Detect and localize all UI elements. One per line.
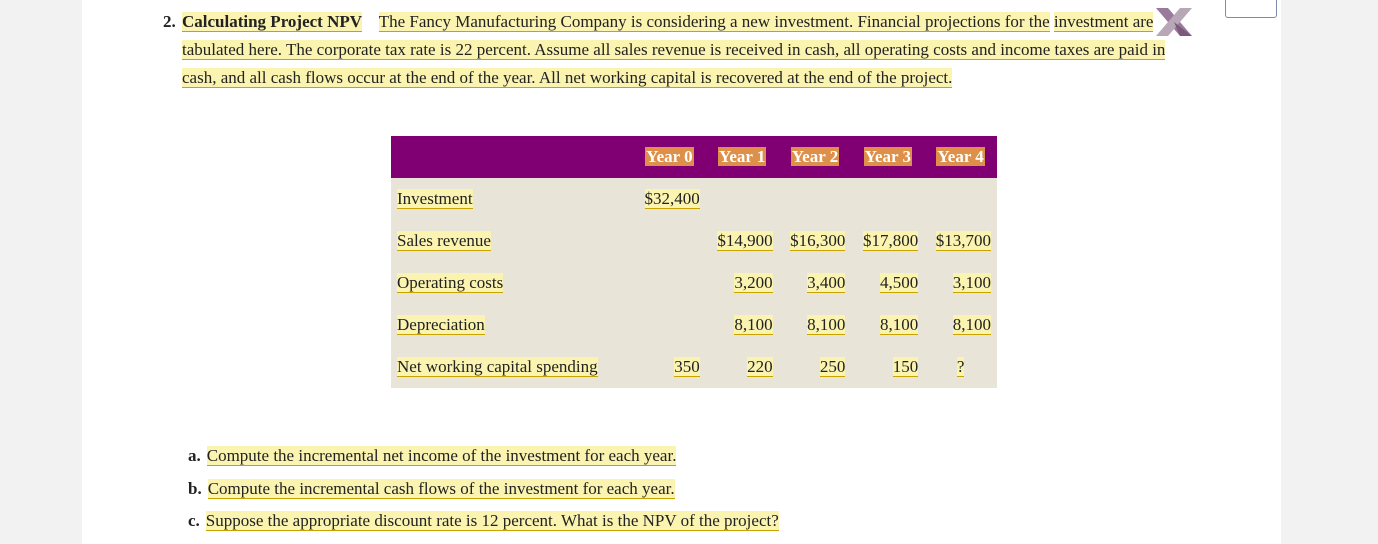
question-text: Compute the incremental cash flows of the investment for each year. — [207, 478, 675, 498]
row-label: Investment — [397, 189, 473, 208]
header-empty — [391, 136, 633, 178]
question-letter: b. — [188, 478, 202, 498]
table-row — [391, 346, 997, 388]
cell: 3,200 — [734, 273, 773, 292]
document-page — [82, 0, 1281, 544]
table-row — [391, 178, 997, 220]
question-b — [188, 473, 779, 506]
header-year-4: Year 4 — [937, 147, 984, 166]
question-letter: c. — [188, 511, 200, 530]
cell: 8,100 — [807, 315, 846, 334]
cell — [779, 178, 852, 220]
cell: 8,100 — [952, 315, 991, 334]
question-text: Suppose the appropriate discount rate is 12 percent. What is the NPV of the project? — [205, 511, 779, 530]
cell: 150 — [892, 357, 919, 376]
problem-title: Calculating Project NPV — [182, 12, 363, 31]
row-label: Operating costs — [397, 273, 504, 292]
cell: ? — [956, 357, 965, 376]
cell: 3,400 — [807, 273, 846, 292]
header-year-2: Year 2 — [791, 147, 839, 166]
cell: $16,300 — [790, 231, 846, 250]
problem-body-line1: The Fancy Manufacturing Company is considering a new investment. Financial projections for the — [378, 12, 1050, 31]
problem-number: 2. — [163, 12, 176, 31]
problem-statement — [163, 8, 1193, 92]
cell — [706, 178, 779, 220]
table-row — [391, 304, 997, 346]
cell: 250 — [819, 357, 846, 376]
question-c — [188, 505, 779, 538]
question-list — [188, 440, 779, 538]
cell: 220 — [747, 357, 773, 376]
question-letter: a. — [188, 446, 201, 465]
financial-projections-table — [391, 136, 997, 388]
cell: 4,500 — [879, 273, 919, 292]
table-row — [391, 220, 997, 262]
question-a — [188, 440, 779, 473]
table-row — [391, 262, 997, 304]
cell — [851, 178, 924, 220]
cell: 350 — [674, 357, 700, 376]
cell — [633, 262, 706, 304]
cell: $32,400 — [644, 189, 700, 208]
header-year-3: Year 3 — [864, 147, 911, 166]
table-header-row — [391, 136, 997, 178]
row-label: Depreciation — [397, 315, 485, 334]
cell: $17,800 — [862, 231, 919, 250]
cell — [633, 220, 706, 262]
cell: 8,100 — [734, 315, 773, 334]
cell: 3,100 — [952, 273, 991, 292]
corner-button[interactable] — [1225, 0, 1277, 18]
question-text: Compute the incremental net income of the investment for each year. — [206, 446, 677, 465]
header-year-0: Year 0 — [646, 147, 693, 166]
cell — [633, 304, 706, 346]
row-label: Net working capital spending — [397, 357, 598, 376]
logo-x-icon — [1154, 6, 1194, 38]
header-year-1: Year 1 — [718, 147, 766, 166]
cell: $14,900 — [717, 231, 773, 250]
cell: 8,100 — [879, 315, 919, 334]
cell — [924, 178, 997, 220]
problem-body-rest: investment are tabulated here. The corporate tax rate is 22 percent. Assume all sales revenue is received in cash, all operating costs and income taxes are paid in cash, and all cash flows occur at the end of the year. All net working capital is recovered at the end of the project. — [182, 12, 1166, 87]
cell: $13,700 — [935, 231, 991, 250]
row-label: Sales revenue — [397, 231, 491, 250]
